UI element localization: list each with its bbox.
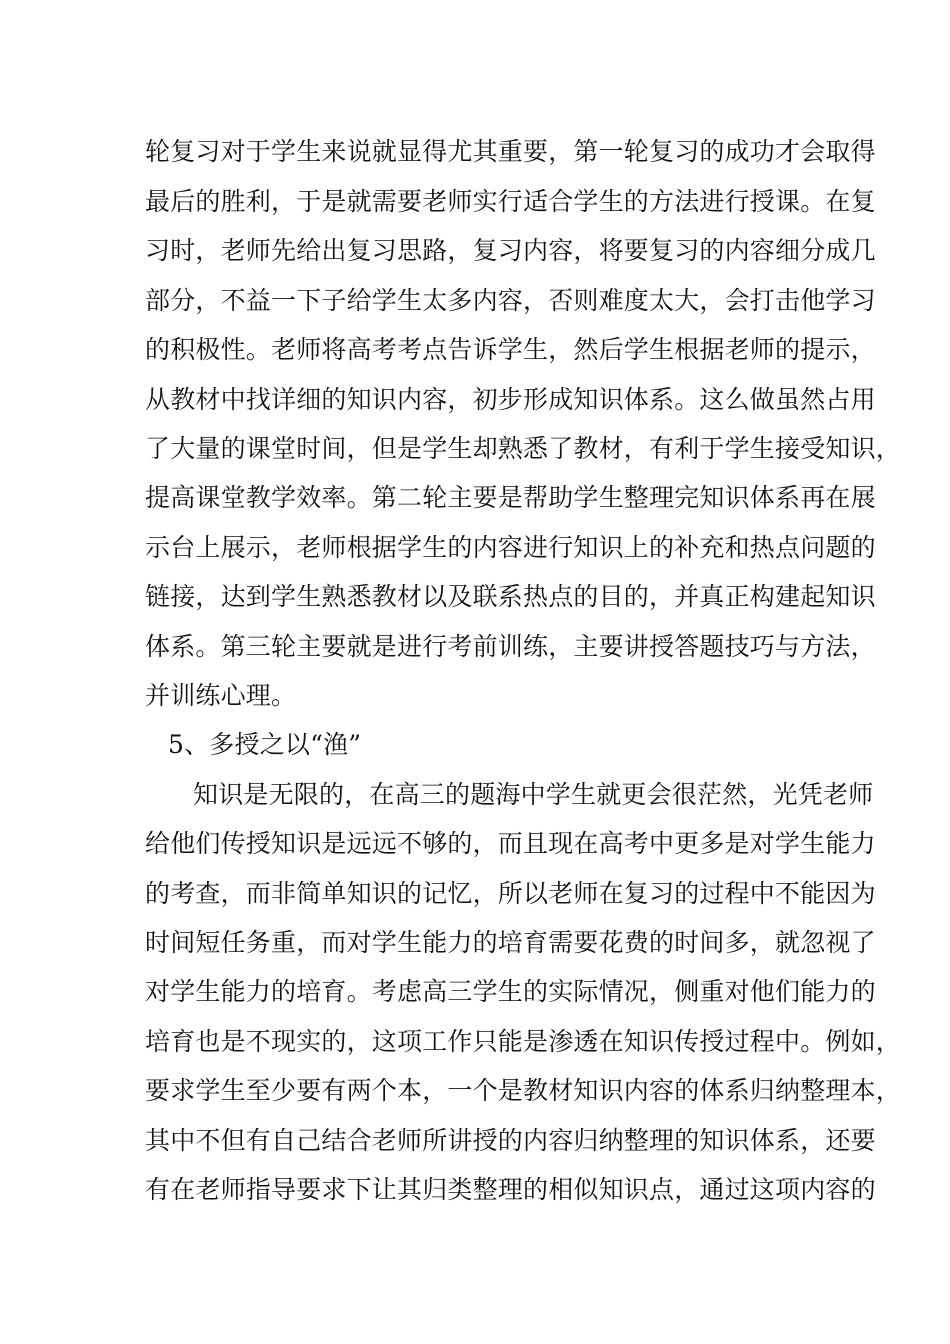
body-text-line: 示台上展示，老师根据学生的内容进行知识上的补充和热点问题的 — [145, 533, 876, 562]
body-text-line: 链接，达到学生熟悉教材以及联系热点的目的，并真正构建起知识 — [145, 582, 876, 611]
body-text-line: 给他们传授知识是远远不够的，而且现在高考中更多是对学生能力 — [145, 829, 876, 858]
body-text-line: 轮复习对于学生来说就显得尤其重要，第一轮复习的成功才会取得 — [145, 137, 876, 166]
body-text-line: 知识是无限的，在高三的题海中学生就更会很茫然，光凭老师 — [193, 780, 874, 809]
body-text-line: 其中不但有自己结合老师所讲授的内容归纳整理的知识体系，还要 — [145, 1126, 876, 1155]
body-text-line: 提高课堂教学效率。第二轮主要是帮助学生整理完知识体系再在展 — [145, 483, 876, 512]
body-text-line: 对学生能力的培育。考虑高三学生的实际情况，侧重对他们能力的 — [145, 977, 876, 1006]
body-text-line: 从教材中找详细的知识内容，初步形成知识体系。这么做虽然占用 — [145, 385, 876, 414]
body-text-line: 有在老师指导要求下让其归类整理的相似知识点，通过这项内容的 — [145, 1175, 876, 1204]
body-text-line: 部分，不益一下子给学生太多内容，否则难度太大，会打击他学习 — [145, 286, 876, 315]
body-text-line: 了大量的课堂时间，但是学生却熟悉了教材，有利于学生接受知识， — [145, 434, 902, 463]
body-text-line: 体系。第三轮主要就是进行考前训练，主要讲授答题技巧与方法， — [145, 632, 876, 661]
body-text-line: 并训练心理。 — [145, 681, 297, 710]
body-text-line: 要求学生至少要有两个本，一个是教材知识内容的体系归纳整理本， — [145, 1076, 902, 1105]
body-text-line: 时间短任务重，而对学生能力的培育需要花费的时间多，就忽视了 — [145, 928, 876, 957]
body-text-line: 培育也是不现实的，这项工作只能是渗透在知识传授过程中。例如， — [145, 1027, 902, 1056]
body-text-line: 的考查，而非简单知识的记忆，所以老师在复习的过程中不能因为 — [145, 879, 876, 908]
body-text-line: 最后的胜利，于是就需要老师实行适合学生的方法进行授课。在复 — [145, 187, 876, 216]
body-text-line: 习时，老师先给出复习思路，复习内容，将要复习的内容细分成几 — [145, 236, 876, 265]
section-heading: 5、多授之以“渔” — [168, 730, 362, 759]
body-text-line: 的积极性。老师将高考考点告诉学生，然后学生根据老师的提示， — [145, 335, 876, 364]
